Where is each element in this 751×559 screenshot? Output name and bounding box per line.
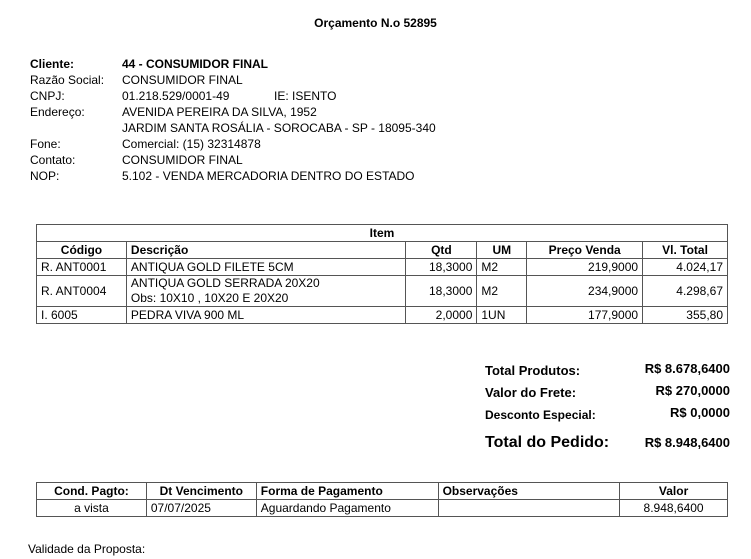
totals-block: [485, 360, 730, 454]
cnpj-label: CNPJ:: [30, 89, 65, 103]
item-price: 219,9000: [527, 259, 643, 276]
item-um: 1UN: [477, 307, 527, 324]
item-code: I. 6005: [37, 307, 127, 324]
pay-forma: Aguardando Pagamento: [256, 500, 438, 517]
nop-value: 5.102 - VENDA MERCADORIA DENTRO DO ESTADO: [122, 169, 415, 183]
pay-header-venc: Dt Vencimento: [146, 483, 256, 500]
valor-frete-value: R$ 270,0000: [655, 383, 730, 398]
validity-label: Validade da Proposta:: [28, 542, 146, 556]
valor-frete-label: Valor do Frete:: [485, 385, 577, 400]
razao-social-label: Razão Social:: [30, 73, 105, 87]
total-produtos-row: [485, 360, 730, 382]
col-header-preco: Preço Venda: [527, 242, 643, 259]
valor-frete-row: [485, 382, 730, 404]
cnpj-value: 01.218.529/0001-49: [122, 89, 230, 103]
col-header-total: Vl. Total: [643, 242, 728, 259]
table-row: [37, 500, 728, 517]
endereco-value-2: JARDIM SANTA ROSÁLIA - SOROCABA - SP - 18095-340: [122, 121, 436, 135]
fone-value: Comercial: (15) 32314878: [122, 137, 261, 151]
payment-table: [36, 482, 728, 517]
client-label: Cliente:: [30, 57, 75, 71]
table-row: [37, 307, 728, 324]
col-header-descricao: Descrição: [126, 242, 406, 259]
item-qty: 18,3000: [406, 276, 477, 307]
desconto-label: Desconto Especial:: [485, 408, 596, 422]
pay-valor: 8.948,6400: [620, 500, 728, 517]
total-pedido-value: R$ 8.948,6400: [644, 435, 730, 450]
nop-label: NOP:: [30, 169, 60, 183]
item-desc-cell: [126, 276, 406, 307]
item-desc: PEDRA VIVA 900 ML: [126, 307, 406, 324]
pay-venc: 07/07/2025: [146, 500, 256, 517]
items-caption: Item: [37, 225, 728, 242]
item-code: R. ANT0004: [37, 276, 127, 307]
total-produtos-label: Total Produtos:: [485, 363, 581, 378]
pay-header-valor: Valor: [620, 483, 728, 500]
item-obs: Obs: 10X10 , 10X20 E 20X20: [130, 291, 289, 305]
ie-value: IE: ISENTO: [274, 89, 337, 103]
table-row: [37, 276, 728, 307]
contato-label: Contato:: [30, 153, 76, 167]
pay-header-obs: Observações: [438, 483, 620, 500]
item-price: 234,9000: [527, 276, 643, 307]
total-produtos-value: R$ 8.678,6400: [644, 361, 730, 376]
endereco-label: Endereço:: [30, 105, 85, 119]
col-header-qtd: Qtd: [406, 242, 477, 259]
item-desc: ANTIQUA GOLD FILETE 5CM: [126, 259, 406, 276]
pay-cond: a vista: [37, 500, 147, 517]
item-code: R. ANT0001: [37, 259, 127, 276]
page-title: Orçamento N.o 52895: [314, 16, 437, 30]
item-price: 177,9000: [527, 307, 643, 324]
table-row: [37, 259, 728, 276]
item-total: 355,80: [643, 307, 728, 324]
item-total: 4.024,17: [643, 259, 728, 276]
item-um: M2: [477, 276, 527, 307]
item-qty: 2,0000: [406, 307, 477, 324]
razao-social-value: CONSUMIDOR FINAL: [122, 73, 243, 87]
col-header-codigo: Código: [37, 242, 127, 259]
client-value: 44 - CONSUMIDOR FINAL: [122, 57, 269, 71]
items-table: [36, 224, 728, 324]
contato-value: CONSUMIDOR FINAL: [122, 153, 243, 167]
total-pedido-label: Total do Pedido:: [485, 434, 610, 451]
pay-header-cond: Cond. Pagto:: [37, 483, 147, 500]
total-pedido-row: [485, 426, 730, 454]
col-header-um: UM: [477, 242, 527, 259]
pay-obs: [438, 500, 620, 517]
desconto-row: [485, 404, 730, 426]
desconto-value: R$ 0,0000: [670, 405, 730, 420]
item-desc: ANTIQUA GOLD SERRADA 20X20: [130, 276, 320, 290]
item-total: 4.298,67: [643, 276, 728, 307]
fone-label: Fone:: [30, 137, 61, 151]
pay-header-forma: Forma de Pagamento: [256, 483, 438, 500]
item-qty: 18,3000: [406, 259, 477, 276]
item-um: M2: [477, 259, 527, 276]
endereco-value: AVENIDA PEREIRA DA SILVA, 1952: [122, 105, 317, 119]
